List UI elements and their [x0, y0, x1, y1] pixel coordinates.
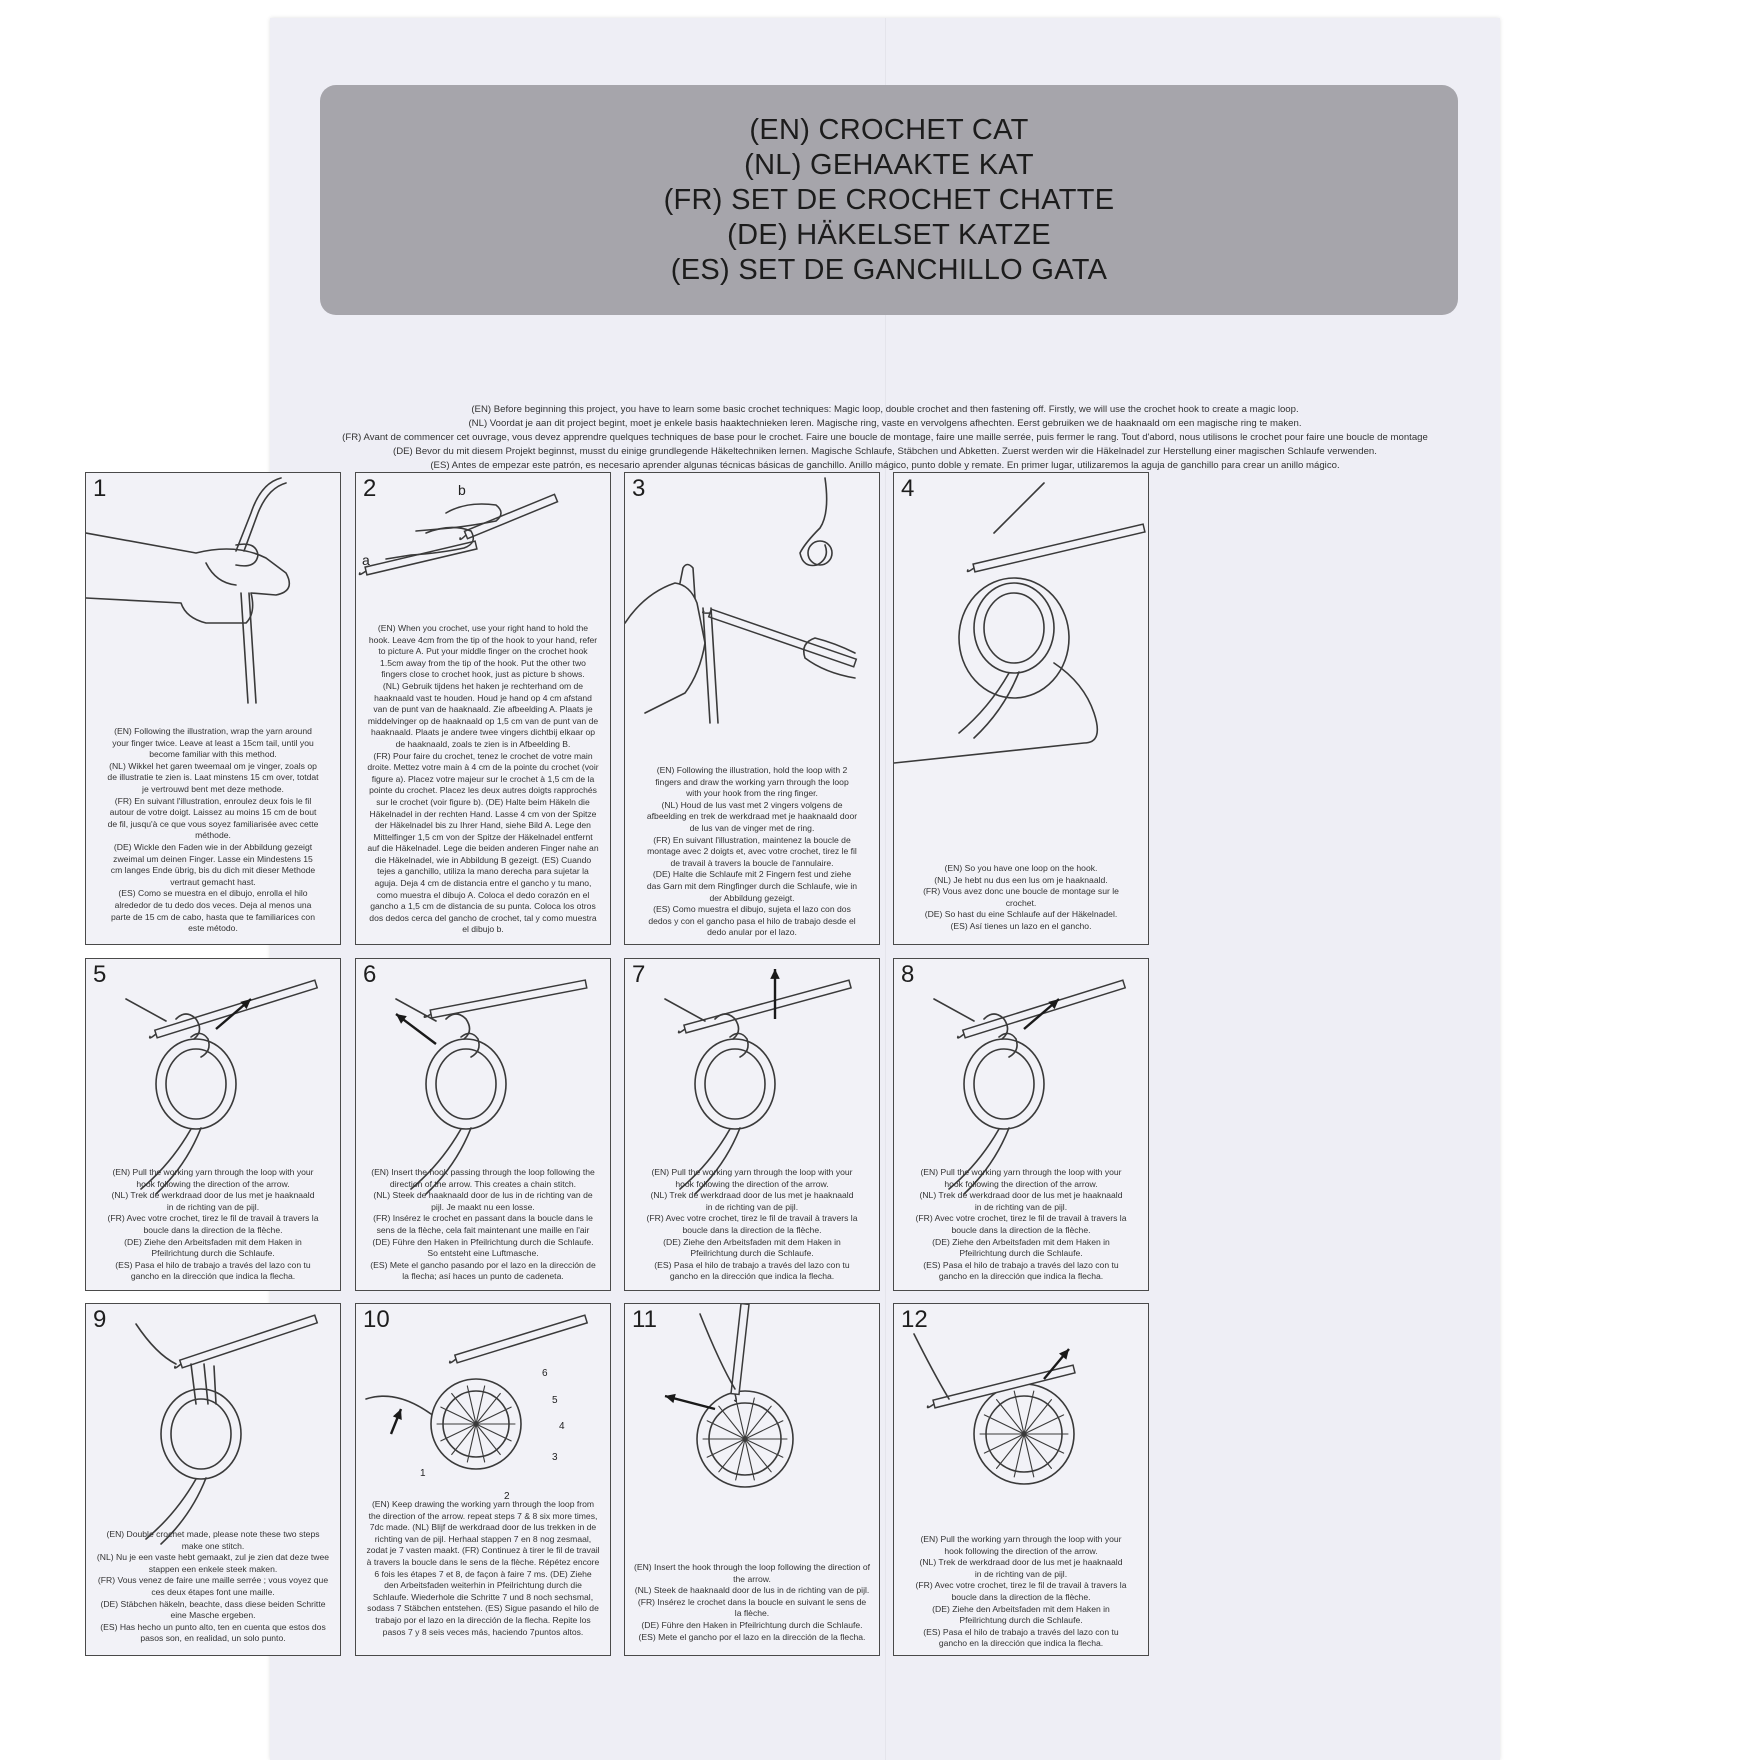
instruction-line: (EN) Insert the hook through the loop following the direction of	[634, 1562, 870, 1572]
ring-label: 6	[542, 1368, 548, 1379]
ring-label: 1	[420, 1468, 426, 1479]
instruction-line: pointe du crochet. Placez les deux autres doigts rapprochés	[369, 785, 597, 796]
instruction-line: sur le crochet (voir figure b). (DE) Halte beim Häkeln die	[376, 796, 590, 807]
instruction-line: (NL) Steek de haaknaald door de lus in de richting van de pijl.	[634, 1585, 870, 1596]
yarn-up-2	[244, 483, 286, 551]
instruction-line: la flecha; así haces un punto de cadeneta.	[402, 1271, 564, 1282]
instruction-line: Pfeilrichtung durch die Schlaufe.	[959, 1248, 1083, 1259]
instruction-line: haaknaald. Plaats je andere twee vingers dichtbij elkaar op	[370, 727, 596, 738]
yarn-ring	[161, 1389, 241, 1479]
step-number: 4	[901, 475, 915, 502]
title-de: (DE) HÄKELSET KATZE	[727, 218, 1051, 251]
yarn-ring	[964, 1039, 1044, 1129]
crochet-hook	[450, 1315, 588, 1363]
instruction-line: (DE) Ziehe den Arbeitsfaden mit dem Haken in	[124, 1236, 302, 1247]
instruction-line: (NL) Je hebt nu dus een lus om je haaknaald.	[934, 874, 1108, 885]
instruction-line: (ES) Pasa el hilo de trabajo a través del lazo con tu	[923, 1259, 1119, 1270]
instruction-line: figure a). Placez votre majeur sur le crochet à 1,5 cm de la	[371, 773, 595, 784]
instruction-line: in de richting van de pijl.	[974, 1568, 1068, 1579]
step-panel	[355, 472, 611, 945]
instruction-line: van de punt van de haaknaald. Zie afbeelding A. Plaats je	[373, 704, 593, 715]
instruction-line: (NL) Trek de werkdraad door de lus met je haaknaald	[111, 1190, 315, 1201]
crochet-hook	[359, 541, 477, 575]
step-number: 12	[901, 1306, 928, 1333]
instruction-line: gancho en la dirección que indica la flecha.	[938, 1271, 1104, 1282]
instruction-line: hook following the direction of the arrow.	[944, 1178, 1098, 1189]
label-b: b	[458, 482, 466, 498]
crochet-hook	[927, 1365, 1075, 1408]
instruction-line: (ES) Pasa el hilo de trabajo a través del lazo con tu	[923, 1626, 1119, 1637]
instruction-line: (NL) Nu je een vaste hebt gemaakt, zul je zien dat deze twee	[96, 1552, 330, 1563]
instruction-line: haaknaald vast te houden. Houd je hand op 4 cm afstand	[374, 692, 592, 703]
yarn-ring-inner	[166, 1049, 226, 1119]
yarn-tail-2	[974, 672, 1019, 738]
step-number: 10	[363, 1306, 390, 1333]
instruction-line: gancho en la dirección que indica la flecha.	[938, 1638, 1104, 1649]
instruction-line: (DE) Führe den Haken in Pfeilrichtung durch die Schlaufe.	[372, 1236, 594, 1247]
instruction-line: (DE) Führe den Haken in Pfeilrichtung durch die Schlaufe.	[641, 1619, 863, 1630]
stitch-spoke	[745, 1421, 783, 1439]
instruction-line: fingers close to crochet hook, just as picture b shows.	[381, 669, 585, 680]
intro-es: (ES) Antes de empezar este patrón, es necesario aprender algunas técnicas básicas de ganchillo. Anillo mágico, punto doble y remate. En primer lugar, utilizaremos la aguja de ganchillo para crear un anillo mágico.	[430, 460, 1340, 471]
step-number: 9	[93, 1306, 107, 1333]
title-en: (EN) CROCHET CAT	[749, 113, 1029, 146]
instruction-line: gancho en la dirección que indica la flecha.	[130, 1271, 296, 1282]
step-panel	[893, 958, 1149, 1291]
hand-outline	[86, 533, 289, 623]
instruction-line: fingers and draw the working yarn through the loop	[655, 776, 849, 787]
yarn-loop-circle	[808, 541, 832, 565]
instruction-line: (FR) Avec votre crochet, tirez le fil de travail à travers la	[915, 1580, 1127, 1591]
instruction-line: (FR) Pour faire du crochet, tenez le crochet de votre main	[373, 750, 593, 761]
step-instructions	[631, 1562, 873, 1643]
instruction-line: boucle dans la direction de la flèche.	[143, 1224, 283, 1235]
instruction-line: pasos son, en realidad, un solo punto.	[140, 1633, 286, 1644]
instruction-line: sodass 7 Stäbchen entstehen. (ES) Sigue pasando el hilo de	[367, 1603, 599, 1614]
yarn-ring-inner	[171, 1399, 231, 1469]
instruction-line: trabajo por el lazo en la dirección de la flecha. Repite los	[375, 1614, 591, 1625]
stitch-spoke	[1024, 1415, 1064, 1434]
instruction-line: your finger twice. Leave at least a 15cm tail, until you	[112, 737, 314, 748]
instruction-line: (EN) Insert the hook passing through the loop following the	[371, 1167, 595, 1177]
title-banner	[320, 85, 1458, 315]
step-instructions	[362, 1499, 604, 1638]
instruction-line: eine Masche ergeben.	[170, 1610, 256, 1621]
instruction-line: to picture A. Put your middle finger on the crochet hook	[378, 646, 588, 657]
instruction-line: 6 fois les étapes 7 et 8, de façon à faire 7 ms. (DE) Ziehe	[374, 1568, 592, 1579]
instruction-line: (EN) Pull the working yarn through the loop with your	[112, 1167, 314, 1177]
crochet-hook	[150, 980, 318, 1038]
ring-label: 4	[559, 1421, 565, 1432]
instruction-line: tejes a ganchillo, utiliza la mano derecha para sujetar la	[377, 866, 589, 877]
instruction-line: (ES) Pasa el hilo de trabajo a través del lazo con tu	[115, 1259, 311, 1270]
instruction-line: (EN) So you have one loop on the hook.	[944, 863, 1098, 873]
stitch-spoke	[707, 1439, 745, 1457]
instruction-line: je vertrouwd bent met deze methode.	[142, 783, 284, 794]
instruction-line: (FR) Avec votre crochet, tirez le fil de travail à travers la	[107, 1213, 319, 1224]
instruction-line: (FR) En suivant l'illustration, enroulez deux fois le fil	[114, 795, 312, 806]
instruction-line: become familiar with this method.	[149, 749, 277, 760]
yarn-ring	[156, 1039, 236, 1129]
instruction-line: hook. Leave 4cm from the tip of the hook to your hand, refer	[368, 634, 598, 645]
instruction-line: (ES) Como se muestra en el dibujo, enrolla el hilo	[118, 888, 308, 899]
instruction-line: este método.	[188, 923, 238, 934]
yarn-top	[994, 483, 1044, 533]
instruction-line: gancho a 1,5 cm de distancia de su punta. Coloca los otros	[370, 901, 596, 912]
step-number: 7	[632, 961, 646, 988]
instruction-line: (EN) Following the illustration, hold the loop with 2	[656, 765, 848, 775]
instruction-line: zodat je 7 vasten maakt. (FR) Continuez à tirer le fil de travail	[366, 1545, 600, 1556]
instruction-line: stappen een enkele steek maken.	[148, 1563, 278, 1574]
yarn-top	[136, 1324, 176, 1364]
stitch-spoke	[745, 1439, 783, 1457]
chain-loop	[446, 1014, 470, 1039]
step-panel	[893, 472, 1149, 945]
instruction-line: with your hook from the ring finger.	[686, 788, 818, 799]
step-instructions	[900, 1167, 1142, 1283]
instruction-line: (ES) Como muestra el dibujo, sujeta el lazo con dos	[653, 904, 851, 915]
instruction-line: de illustratie te zien is. Laat minstens 15 cm over, totdat	[107, 772, 319, 783]
instruction-line: (NL) Trek de werkdraad door de lus met je haaknaald	[919, 1557, 1123, 1568]
intro-fr: (FR) Avant de commencer cet ouvrage, vous devez apprendre quelques techniques de base pour le crochet. Faire une boucle de montage, faire une maille serrée, puis fermer le rang. Tout d'abord, nous utilisons le crochet pour faire une boucle de montage	[342, 432, 1428, 443]
step-number: 5	[93, 961, 107, 988]
stitch-spoke	[441, 1424, 476, 1441]
yarn-ring	[974, 583, 1054, 673]
instruction-line: die Häkelnadel, wie in Abbildung B gezeigt. (ES) Cuando	[374, 854, 592, 865]
instruction-line: Häkelnadel in der rechten Hand. Lasse 4 cm von der Spitze	[369, 808, 597, 819]
instruction-line: (NL) Trek de werkdraad door de lus met je haaknaald	[650, 1190, 854, 1201]
instruction-line: méthode.	[195, 830, 231, 841]
yarn-top	[126, 999, 166, 1021]
instruction-line: (EN) Pull the working yarn through the loop with your	[651, 1167, 853, 1177]
instruction-line: autour de votre doigt. Laissez au moins 15 cm de bout	[109, 807, 317, 818]
instruction-line: (DE) Ziehe den Arbeitsfaden mit dem Haken in	[932, 1603, 1110, 1614]
instruction-line: (EN) Pull the working yarn through the loop with your	[920, 1534, 1122, 1544]
crochet-hook	[460, 494, 558, 539]
step-instructions	[631, 1167, 873, 1283]
instruction-line: de lus van de vinger met de ring.	[689, 822, 815, 833]
step-instructions	[92, 726, 334, 935]
instruction-line: (FR) En suivant l'illustration, maintenez la boucle de	[653, 834, 851, 845]
ring-label: 5	[552, 1395, 558, 1406]
finger	[680, 565, 695, 599]
ring-label: 2	[504, 1491, 510, 1502]
instruction-line: crochet.	[1005, 897, 1037, 908]
instruction-line: ces deux étapes font une maille.	[151, 1586, 275, 1597]
step-instructions	[92, 1167, 334, 1283]
instruction-line: (DE) Ziehe den Arbeitsfaden mit dem Haken in	[663, 1236, 841, 1247]
instruction-line: (DE) Halte die Schlaufe mit 2 Fingern fest und ziehe	[652, 869, 852, 880]
instruction-line: Schlaufe. Wiederhole die Schritte 7 und 8 noch sechsmal,	[372, 1591, 594, 1602]
ring-label: 3	[552, 1452, 558, 1463]
instruction-line: Pfeilrichtung durch die Schlaufe.	[690, 1248, 814, 1259]
instruction-line: (ES) Mete el gancho por el lazo en la dirección de la flecha.	[638, 1631, 866, 1642]
arrow-icon	[665, 1394, 715, 1409]
instruction-line: zweimal um deinen Finger. Lasse ein Mindestens 15	[113, 853, 313, 864]
instruction-line: hook following the direction of the arrow.	[675, 1178, 829, 1189]
yarn-top	[665, 999, 705, 1021]
instruction-line: in de richting van de pijl.	[974, 1201, 1068, 1212]
step-panel	[624, 1303, 880, 1656]
instruction-line: (NL) Steek de haaknaald door de lus in de richting van de	[373, 1190, 593, 1201]
step-panel	[355, 1303, 611, 1656]
instruction-line: (DE) Ziehe den Arbeitsfaden mit dem Haken in	[932, 1236, 1110, 1247]
instruction-line: Mittelfinger 1,5 cm von der Spitze der Häkelnadel entfernt	[373, 831, 593, 842]
instruction-line: (ES) Has hecho un punto alto, ten en cuenta que estos dos	[100, 1621, 326, 1632]
step-panel	[85, 1303, 341, 1656]
instruction-line: cm langes Ende übrig, bis du dich mit dieser Methode	[110, 865, 316, 876]
stitch-spoke	[441, 1407, 476, 1424]
instruction-line: (NL) Wikkel het garen tweemaal om je vinger, zoals op	[109, 760, 317, 771]
instruction-line: (FR) Vous venez de faire une maille serrée ; vous voyez que	[97, 1575, 329, 1586]
title-nl: (NL) GEHAAKTE KAT	[744, 148, 1034, 181]
arrow-icon	[770, 969, 780, 1019]
finger-crease	[206, 563, 236, 585]
title-es: (ES) SET DE GANCHILLO GATA	[670, 253, 1108, 286]
step-number: 8	[901, 961, 915, 988]
step-panel	[624, 958, 880, 1291]
instruction-line: vertraut gemacht hast.	[170, 876, 256, 887]
yarn-ring-inner	[984, 593, 1044, 663]
instruction-line: dedos y con el gancho pasa el hilo de trabajo desde el	[648, 915, 856, 926]
step-panel	[624, 472, 880, 945]
instruction-line: 1.5cm away from the tip of the hook. Put the other two	[380, 657, 586, 668]
instruction-line: (DE) Stäbchen häkeln, beachte, dass diese beiden Schritte	[100, 1598, 326, 1609]
instruction-line: 7dc made. (NL) Blijf de werkdraad door de lus trekken in de	[369, 1522, 597, 1533]
instruction-line: (EN) Keep drawing the working yarn through the loop from	[371, 1499, 595, 1509]
crochet-hook	[424, 980, 586, 1018]
intro-de: (DE) Bevor du mit diesem Projekt beginnst, musst du einige grundlegende Häkeltechniken lernen. Magische Schlaufe, Stäbchen und Abketten. Zuerst werden wir die Häkelnadel zur Herstellung einer magischen Schlaufe verwenden.	[393, 446, 1377, 457]
instruction-line: (FR) Insérez le crochet en passant dans la boucle dans le	[373, 1213, 593, 1224]
instruction-line: como muestra el dibujo A. Coloca el dedo corazón en el	[376, 889, 590, 900]
step-number: 1	[93, 475, 107, 502]
yarn-top	[914, 1334, 949, 1399]
instruction-line: (ES) Mete el gancho pasando por el lazo en la dirección de	[370, 1259, 596, 1270]
left-hand	[625, 583, 705, 713]
instruction-line: de haaknaald, zoals te zien is in Afbeelding B.	[395, 738, 571, 749]
step-panel	[893, 1303, 1149, 1656]
instruction-line: in de richting van de pijl.	[705, 1201, 799, 1212]
arrow-icon	[391, 1409, 402, 1434]
step-panel	[85, 958, 341, 1291]
step-instructions	[362, 623, 604, 936]
instruction-line: (NL) Gebruik tijdens het haken je rechterhand om de	[382, 680, 584, 691]
instruction-line: de fil, jusqu'à ce que vous soyez familiarisée avec cette	[107, 818, 319, 829]
instruction-line: sens de la flèche, cela fait maintenant une maille en l'air	[376, 1224, 590, 1235]
instruction-line: afbeelding en trek de werkdraad met je haaknaald door	[646, 811, 858, 822]
instruction-line: (EN) Double crochet made, please note these two steps	[106, 1529, 320, 1539]
chain-loop-2	[191, 1033, 209, 1057]
instruction-line: droite. Mettez votre main à 4 cm de la pointe du crochet (voir	[367, 762, 599, 773]
instruction-line: in de richting van de pijl.	[166, 1201, 260, 1212]
step-panel	[85, 472, 341, 945]
instruction-line: richting van de pijl. Herhaal stappen 7 en 8 nog zesmaal,	[374, 1533, 592, 1544]
crochet-hook	[967, 524, 1145, 572]
instruction-line: à travers la boucle dans le sens de la flèche. Répétez encore	[366, 1556, 600, 1567]
instruction-line: (FR) Insérez le crochet dans la boucle en suivant le sens de	[637, 1596, 867, 1607]
yarn-ring-inner	[436, 1049, 496, 1119]
instruction-line: aguja. Deja 4 cm de distancia entre el gancho y tu mano,	[374, 878, 592, 889]
intro-nl: (NL) Voordat je aan dit project begint, moet je enkele basis haaktechnieken leren. Magische ring, vaste en vervolgens afhechten. Eerst gebruiken we de haaknaald om een magische ring te maken.	[468, 418, 1302, 429]
step-panel	[355, 958, 611, 1291]
yarn-top	[934, 999, 974, 1021]
stitch-spoke	[984, 1415, 1024, 1434]
instruction-line: boucle dans la direction de la flèche.	[951, 1591, 1091, 1602]
instruction-line: (DE) Wickle den Faden wie in der Abbildung gezeigt	[113, 841, 313, 852]
title-fr: (FR) SET DE CROCHET CHATTE	[663, 183, 1115, 216]
instruction-line: montage avec 2 doigts et, avec votre crochet, tirez le fil	[647, 846, 857, 857]
yarn-wrap	[236, 544, 258, 566]
step-number: 11	[632, 1306, 657, 1333]
stitch-spoke	[1024, 1434, 1064, 1453]
stitch-posts	[191, 1364, 216, 1404]
crochet-hook	[679, 980, 852, 1033]
instruction-line: (ES) Pasa el hilo de trabajo a través del lazo con tu	[654, 1259, 850, 1270]
instruction-line: de travail à travers la boucle de l'annulaire.	[670, 857, 834, 868]
instruction-line: den Arbeitsfaden weiterhin in Pfeilrichtung durch die	[384, 1580, 582, 1591]
step-instructions	[900, 863, 1142, 933]
instruction-line: dos dedos cerca del gancho de crochet, tal y como muestra	[369, 912, 597, 923]
instruction-line: das Garn mit dem Ringfinger durch die Schlaufe, wie in	[646, 880, 858, 891]
instruction-line: (ES) Así tienes un lazo en el gancho.	[950, 920, 1092, 931]
instruction-line: (DE) So hast du eine Schlaufe auf der Häkelnadel.	[924, 909, 1118, 920]
crochet-hook	[175, 1315, 318, 1368]
yarn-tail	[959, 673, 1009, 733]
instruction-line: (EN) Pull the working yarn through the loop with your	[920, 1167, 1122, 1177]
instruction-line: Pfeilrichtung durch die Schlaufe.	[151, 1248, 275, 1259]
instruction-line: hook following the direction of the arrow.	[136, 1178, 290, 1189]
crochet-hook	[703, 609, 857, 667]
instruction-line: (EN) When you crochet, use your right hand to hold the	[377, 623, 589, 633]
yarn-ring-inner	[974, 1049, 1034, 1119]
instruction-line: der Häkelnadel bis zu Ihrer Hand, siehe Bild A. Lege den	[375, 820, 591, 831]
stitch-spoke	[476, 1424, 511, 1441]
step-instructions	[900, 1534, 1142, 1650]
instruction-line: parte de 15 cm de cabo, hasta que te familiarices con	[111, 911, 315, 922]
yarn-down	[241, 593, 248, 703]
instruction-line: (FR) Avec votre crochet, tirez le fil de travail à travers la	[915, 1213, 1127, 1224]
chain-loop-2	[999, 1033, 1017, 1057]
instruction-line: el dibujo b.	[462, 924, 504, 935]
stitch-spoke	[984, 1434, 1024, 1453]
yarn-top	[700, 1314, 735, 1389]
yarn-loop	[800, 478, 827, 566]
instruction-line: pijl. Je maakt nu een losse.	[431, 1201, 535, 1212]
instruction-line: dedo anular por el lazo.	[707, 927, 797, 938]
yarn-down-2	[711, 608, 718, 723]
instruction-line: gancho en la dirección que indica la flecha.	[669, 1271, 835, 1282]
instruction-line: la flèche.	[734, 1608, 770, 1619]
instruction-line: alrededor de tu dedo dos veces. Deja al menos una	[114, 899, 312, 910]
yarn-down	[703, 608, 710, 723]
step-number: 2	[363, 475, 377, 502]
yarn-ring-inner	[705, 1049, 765, 1119]
chain-loop-2	[461, 1033, 479, 1057]
instruction-line: boucle dans la direction de la flèche.	[682, 1224, 822, 1235]
yarn-ring	[695, 1039, 775, 1129]
step-instructions	[92, 1529, 334, 1645]
instruction-line: (EN) Following the illustration, wrap the yarn around	[114, 726, 312, 736]
intro-text	[290, 403, 1480, 473]
instruction-line: (FR) Vous avez donc une boucle de montage sur le	[923, 886, 1119, 897]
instruction-line: pasos 7 y 8 seis veces más, haciendo 7puntos altos.	[382, 1626, 584, 1637]
yarn-ring	[426, 1039, 506, 1129]
instruction-line: (NL) Trek de werkdraad door de lus met je haaknaald	[919, 1190, 1123, 1201]
step-number: 6	[363, 961, 377, 988]
instruction-line: hook following the direction of the arrow.	[944, 1545, 1098, 1556]
step-number: 3	[632, 475, 646, 502]
step-instructions	[362, 1167, 604, 1283]
instruction-line: (NL) Houd de lus vast met 2 vingers volgens de	[661, 799, 843, 810]
label-a: a	[362, 552, 370, 568]
instruction-line: der Abbildung gezeigt.	[709, 892, 795, 903]
instruction-line: make one stitch.	[181, 1540, 245, 1551]
instruction-line: auf die Häkelnadel. Lege die beiden anderen Finger nahe an	[367, 843, 599, 854]
instruction-line: So entsteht eine Luftmasche.	[427, 1248, 539, 1259]
instruction-line: the arrow.	[733, 1573, 771, 1584]
instruction-line: Pfeilrichtung durch die Schlaufe.	[959, 1615, 1083, 1626]
instruction-line: (FR) Avec votre crochet, tirez le fil de travail à travers la	[646, 1213, 858, 1224]
chain-loop-2	[730, 1033, 748, 1057]
instruction-line: middelvinger op de haaknaald op 1,5 cm van de punt van de	[367, 715, 599, 726]
instruction-line: boucle dans la direction de la flèche.	[951, 1224, 1091, 1235]
step-instructions	[631, 765, 873, 939]
stitch-spoke	[476, 1407, 511, 1424]
crochet-hook	[958, 980, 1126, 1038]
stitch-spoke	[707, 1421, 745, 1439]
instruction-line: direction of the arrow. This creates a chain stitch.	[389, 1178, 577, 1189]
instruction-line: the direction of the arrow. repeat steps 7 & 8 six more times,	[368, 1510, 598, 1521]
intro-en: (EN) Before beginning this project, you have to learn some basic crochet techniques: Magic loop, double crochet and then fastening off. Firstly, we will use the crochet hook to create a magic loop.	[471, 404, 1299, 415]
instruction-sheet	[93, 18, 1500, 1760]
